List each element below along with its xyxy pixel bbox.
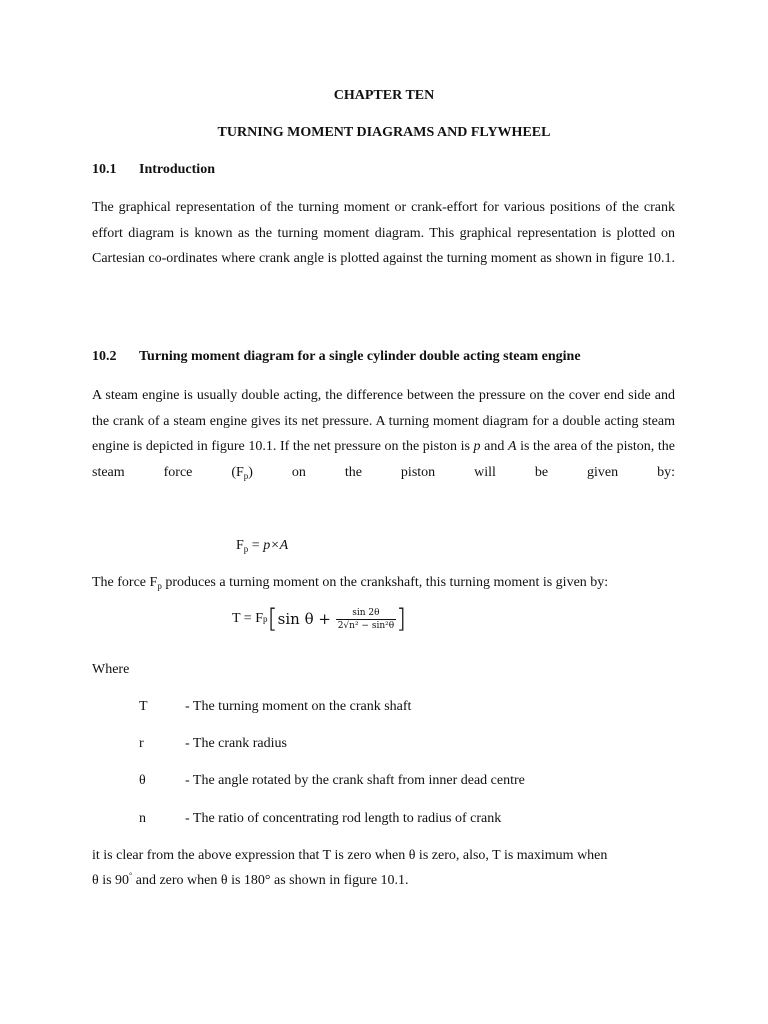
subscript: p (262, 614, 268, 624)
paragraph-text: ) on the piston will be given by: (248, 464, 675, 480)
definition-text: - The angle rotated by the crank shaft from inner dead centre (185, 773, 525, 788)
definition-symbol: n (139, 811, 146, 826)
definition-symbol: r (139, 736, 144, 751)
intro-paragraph: The graphical representation of the turning moment or crank-effort for various positions of the crank effort diagram is known as the turning moment diagram. This graphical representation is plotted on Cartesian co-ordinates where crank angle is plotted against the turning moment as shown in figure 10.1. (92, 200, 675, 266)
section-title: Introduction (139, 162, 215, 177)
left-bracket-icon: [ (267, 604, 278, 634)
chapter-title: CHAPTER TEN (333, 88, 435, 103)
fraction-denominator: 2√n² − sin²θ (337, 620, 395, 631)
paragraph-text: and (484, 439, 505, 454)
eq-fraction (336, 608, 396, 631)
definition-text: - The ratio of concentrating rod length to radius of crank (185, 811, 502, 826)
paragraph-text: produces a turning moment on the crankshaft, this turning moment is given by: (161, 575, 609, 590)
section-heading-10-2 (92, 349, 581, 365)
section-heading-10-1 (92, 162, 215, 178)
eq-lhs: F (236, 538, 244, 553)
eq-expression: p×A (263, 538, 289, 553)
paragraph-text: The force F (92, 575, 158, 590)
steam-engine-paragraph (92, 383, 675, 511)
subscript: p (157, 581, 162, 591)
definition-row (0, 811, 768, 831)
paragraph-text: is the area of the piston, the steam force (F (92, 439, 676, 480)
conclusion-line-1: it is clear from the above expression that T is zero when θ is zero, also, T is maximum when (92, 848, 608, 863)
eq-lhs: T = F (232, 611, 263, 626)
variable-a: A (507, 439, 517, 454)
definition-text: - The crank radius (185, 736, 287, 751)
eq-equals: = (248, 538, 264, 553)
equation-steam-force (236, 538, 288, 554)
variable-p: p (473, 439, 481, 454)
where-label: Where (92, 662, 130, 677)
force-paragraph (92, 575, 608, 591)
eq-sine-term: sin θ + (277, 610, 336, 628)
fraction-numerator: sin 2θ (352, 607, 380, 618)
conclusion-text: and zero when θ is 180° as shown in figure 10.1. (132, 873, 409, 888)
equation-turning-moment (232, 606, 406, 632)
chapter-subtitle: TURNING MOMENT DIAGRAMS AND FLYWHEEL (217, 125, 551, 140)
definition-row (0, 773, 768, 793)
paragraph-text: A steam engine is usually double acting, the difference between the pressure on the cover end side and the crank of a steam engine gives its net pressure. A turning moment diagram for a double acting steam engine is depicted in figure 10.1. If the net pressure on the piston is (92, 388, 675, 454)
right-bracket-icon: ] (396, 604, 407, 634)
conclusion-line-2 (92, 873, 409, 889)
section-number: 10.1 (92, 162, 117, 177)
definition-row (0, 699, 768, 719)
subscript: p (243, 544, 249, 554)
section-title: Turning moment diagram for a single cylinder double acting steam engine (139, 349, 581, 364)
subscript: p (243, 470, 249, 481)
definition-symbol: T (139, 699, 148, 714)
conclusion-text: θ is 90 (92, 873, 130, 888)
definition-text: - The turning moment on the crank shaft (185, 699, 412, 714)
section-number: 10.2 (92, 349, 117, 364)
superscript: ° (129, 871, 133, 880)
definition-symbol: θ (139, 773, 146, 788)
definition-row (0, 736, 768, 756)
